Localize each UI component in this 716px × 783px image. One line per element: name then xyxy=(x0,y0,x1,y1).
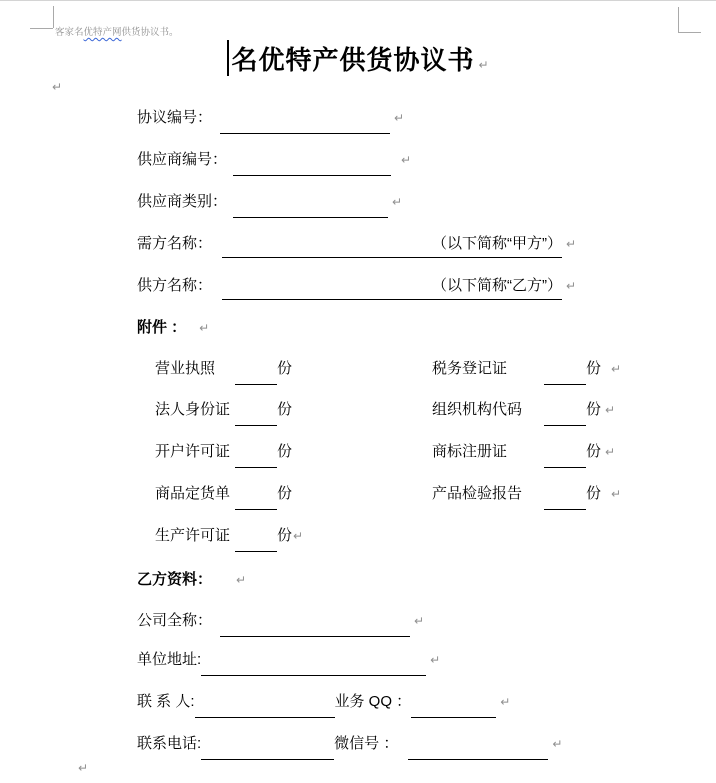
unit-label: 份 xyxy=(277,443,293,460)
text-cursor xyxy=(227,40,229,76)
title-line xyxy=(0,40,716,77)
unit-label: 份 xyxy=(586,401,602,418)
form-row-supplier-type xyxy=(137,191,402,213)
form-row-buyer-name xyxy=(137,233,576,255)
attachment-item xyxy=(155,441,292,463)
paragraph-mark: ↵ xyxy=(52,80,63,94)
party-b-heading-row xyxy=(137,569,246,591)
party-alias-note: （以下简称“乙方”） xyxy=(432,277,563,294)
margin-crop-mark-top-left xyxy=(53,6,54,28)
page-header-text xyxy=(55,24,179,38)
attachment-label: 产品检验报告 xyxy=(432,485,523,502)
paragraph-mark: ↵ xyxy=(566,237,577,251)
field-label: 供方名称： xyxy=(137,277,213,294)
section-heading: 乙方资料： xyxy=(137,571,213,588)
field-label: 供应商类别： xyxy=(137,193,228,210)
blank-count[interactable] xyxy=(235,362,277,385)
attachment-label: 法人身份证 xyxy=(155,401,231,418)
paragraph-mark: ↵ xyxy=(566,279,577,293)
blank-line[interactable] xyxy=(195,695,335,718)
paragraph-mark: ↵ xyxy=(605,445,616,459)
page-top-border xyxy=(0,0,716,1)
paragraph-mark: ↵ xyxy=(611,362,622,376)
unit-label: 份 xyxy=(277,360,293,377)
blank-line[interactable] xyxy=(201,653,426,676)
blank-line[interactable] xyxy=(220,111,390,134)
paragraph-mark: ↵ xyxy=(293,529,304,543)
unit-label: 份 xyxy=(277,527,293,544)
blank-line[interactable] xyxy=(201,737,334,760)
field-label: 业务 QQ ： xyxy=(334,693,412,710)
field-label: 联系电话: xyxy=(137,735,202,752)
attachment-item xyxy=(432,358,621,380)
attachment-label: 开户许可证 xyxy=(155,443,231,460)
form-row-company-address xyxy=(137,649,440,671)
attachment-label: 营业执照 xyxy=(155,360,216,377)
attachment-item xyxy=(432,441,615,463)
paragraph-mark: ↵ xyxy=(392,195,403,209)
attachment-item xyxy=(155,483,292,505)
field-label: 公司全称： xyxy=(137,612,213,629)
form-row-supplier-no xyxy=(137,149,411,171)
margin-crop-mark-top-left xyxy=(30,28,53,29)
field-label: 协议编号： xyxy=(137,109,213,126)
field-label: 需方名称： xyxy=(137,235,213,252)
paragraph-mark: ↵ xyxy=(401,153,412,167)
attachment-item xyxy=(432,399,615,421)
unit-label: 份 xyxy=(277,485,293,502)
form-row-contact-person xyxy=(137,691,510,713)
section-heading: 附件 ： xyxy=(137,319,187,336)
attachment-label: 税务登记证 xyxy=(432,360,508,377)
attachment-label: 商标注册证 xyxy=(432,443,508,460)
form-row-company-name xyxy=(137,610,424,632)
blank-count[interactable] xyxy=(235,445,277,468)
attachment-item xyxy=(155,399,292,421)
form-row-seller-name xyxy=(137,275,576,297)
attachments-heading-row xyxy=(137,317,209,339)
field-label: 微信号 ： xyxy=(334,735,399,752)
unit-label: 份 xyxy=(586,360,602,377)
blank-count[interactable] xyxy=(544,362,586,385)
margin-crop-mark-top-right xyxy=(678,32,701,33)
header-prefix: 客家名 xyxy=(55,27,84,38)
header-spellcheck-wavy: 优特产网 xyxy=(83,27,122,38)
party-alias-note: （以下简称“甲方”） xyxy=(432,235,563,252)
blank-count[interactable] xyxy=(544,403,586,426)
attachment-item xyxy=(155,358,292,380)
blank-count[interactable] xyxy=(235,403,277,426)
document-title: 名优特产供货协议书 xyxy=(231,45,475,75)
paragraph-mark: ↵ xyxy=(478,58,489,72)
blank-count[interactable] xyxy=(235,529,277,552)
attachment-label: 组织机构代码 xyxy=(432,401,523,418)
attachment-item xyxy=(432,483,621,505)
paragraph-mark: ↵ xyxy=(394,111,405,125)
paragraph-mark: ↵ xyxy=(500,695,511,709)
blank-line[interactable] xyxy=(233,195,388,218)
header-suffix: 供货协议书。 xyxy=(121,27,179,38)
paragraph-mark: ↵ xyxy=(605,403,616,417)
paragraph-mark: ↵ xyxy=(414,614,425,628)
blank-line[interactable] xyxy=(408,737,548,760)
blank-line[interactable] xyxy=(222,275,562,300)
paragraph-mark: ↵ xyxy=(552,737,563,751)
margin-crop-mark-top-right xyxy=(678,7,679,32)
field-label: 单位地址: xyxy=(137,651,202,668)
field-label: 联 系 人: xyxy=(137,693,195,710)
unit-label: 份 xyxy=(586,443,602,460)
form-row-contact-phone xyxy=(137,733,562,755)
blank-count[interactable] xyxy=(544,487,586,510)
unit-label: 份 xyxy=(586,485,602,502)
paragraph-mark: ↵ xyxy=(199,321,210,335)
attachment-label: 商品定货单 xyxy=(155,485,231,502)
paragraph-mark: ↵ xyxy=(78,761,89,775)
blank-line[interactable] xyxy=(220,614,410,637)
paragraph-mark: ↵ xyxy=(430,653,441,667)
blank-count[interactable] xyxy=(544,445,586,468)
attachment-label: 生产许可证 xyxy=(155,527,231,544)
blank-count[interactable] xyxy=(235,487,277,510)
blank-line[interactable] xyxy=(411,695,496,718)
blank-line[interactable] xyxy=(233,153,391,176)
form-row-agreement-no xyxy=(137,107,404,129)
paragraph-mark: ↵ xyxy=(611,487,622,501)
field-label: 供应商编号： xyxy=(137,151,228,168)
attachment-item xyxy=(155,525,303,547)
blank-line[interactable] xyxy=(222,233,562,258)
unit-label: 份 xyxy=(277,401,293,418)
paragraph-mark: ↵ xyxy=(236,573,247,587)
